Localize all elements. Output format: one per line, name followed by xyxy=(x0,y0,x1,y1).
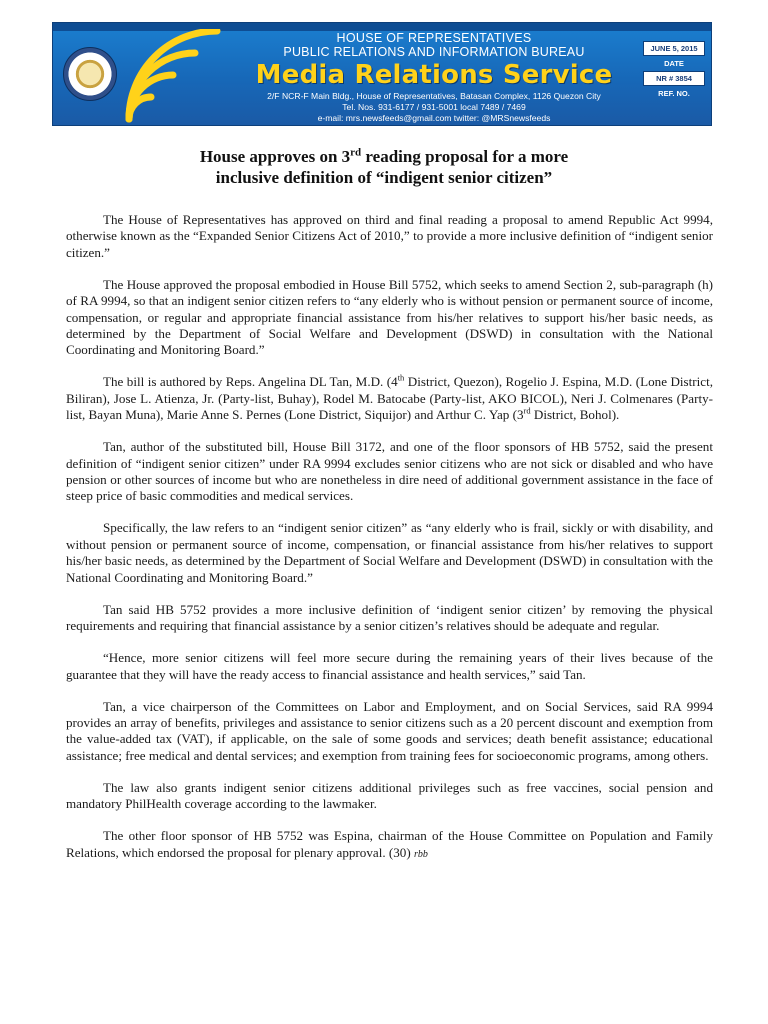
paragraph-3 xyxy=(66,374,713,423)
paragraph-2: The House approved the proposal embodied in House Bill 5752, which seeks to amend Section 2, sub-paragraph (h) of RA 9994, so that an indigent senior citizen refers to “any elderly who is without pension or permanent source of income, compensation, or regular and appropriate financial assistance from his/her relatives to support his/her basic needs, as determined by the Department of Social Welfare and Development (DSWD) in consultation with the National Coordinating and Monitoring Board.” xyxy=(66,276,713,358)
broadcast-waves-icon xyxy=(119,29,237,125)
p3-part-b: District, Quezon), Rogelio J. Espina, M.D. (Lone District, Biliran), Jose L. Atienza, Jr. (Party-list, Buhay), Rodel M. Batocabe (Party-list, AKO BICOL), Neri J. Colmenares (Party-list, Bayan Muna), Marie Anne S. Pernes (Lone District, Siquijor) and Arthur C. Yap (3 xyxy=(66,374,714,423)
header-contact: e-mail: mrs.newsfeeds@gmail.com twitter: @MRSnewsfeeds xyxy=(317,113,551,123)
release-ref-label: REF. NO. xyxy=(658,89,690,98)
header-brand-title: Media Relations Service xyxy=(255,60,613,90)
media-relations-banner xyxy=(52,22,712,126)
p3-part-c: District, Bohol). xyxy=(530,407,620,423)
title-line-2: inclusive definition of “indigent senior citizen” xyxy=(215,168,553,187)
paragraph-5: Specifically, the law refers to an “indigent senior citizen” as “any elderly who is frail, sickly or with disability, and without pension or permanent source of income, compensation, or financial assistance from his/her relatives to support his/her basic needs, as determined by the Department of Social Welfare and Development (DSWD) in consultation with the National Coordinating and Monitoring Board.” xyxy=(66,520,713,585)
release-date-label: DATE xyxy=(664,59,684,68)
p3-part-a: The bill is authored by Reps. Angelina DL Tan, M.D. (4 xyxy=(103,374,398,390)
paragraph-10 xyxy=(66,828,713,863)
header-bureau-name: PUBLIC RELATIONS AND INFORMATION BUREAU xyxy=(283,45,585,59)
p3-superscript-1: th xyxy=(397,373,405,384)
paragraph-9: The law also grants indigent senior citizens additional privileges such as free vaccines, social pension and mandatory PhilHealth coverage according to the lawmaker. xyxy=(66,779,713,812)
paragraph-1: The House of Representatives has approved on third and final reading a proposal to amend Republic Act 9994, otherwise known as the “Expanded Senior Citizens Act of 2010,” to provide a more inclusive definition of “indigent senior citizen.” xyxy=(66,212,713,260)
title-part-b: reading proposal for a more xyxy=(361,147,569,166)
header-phone: Tel. Nos. 931-6177 / 931-5001 local 7489 / 7469 xyxy=(342,102,526,112)
header-text-block xyxy=(229,31,639,124)
p3-superscript-2: rd xyxy=(523,405,531,416)
title-part-a: House approves on 3 xyxy=(199,147,351,166)
header-org-name: HOUSE OF REPRESENTATIVES xyxy=(336,31,532,45)
release-date-value: JUNE 5, 2015 xyxy=(643,41,705,56)
title-line-1 xyxy=(60,146,708,167)
author-initials-tag: rbb xyxy=(413,848,428,860)
house-seal-icon xyxy=(63,47,117,101)
release-ref-value: NR # 3854 xyxy=(643,71,705,86)
article-title xyxy=(60,146,708,188)
paragraph-7: “Hence, more senior citizens will feel more secure during the remaining years of their lives because of the guarantee that they will have the ready access to financial assistance and health services,” said Tan. xyxy=(66,650,713,682)
article-body xyxy=(66,212,713,879)
p10-text: The other floor sponsor of HB 5752 was Espina, chairman of the House Committee on Population and Family Relations, which endorsed the proposal for plenary approval. (30) xyxy=(66,828,713,860)
paragraph-6: Tan said HB 5752 provides a more inclusive definition of ‘indigent senior citizen’ by removing the physical requirements and requiring that financial assistance by a senior citizen’s relatives should be adequate and regular. xyxy=(66,601,713,634)
header-address: 2/F NCR-F Main Bldg., House of Representatives, Batasan Complex, 1126 Quezon City xyxy=(267,91,601,101)
paragraph-4: Tan, author of the substituted bill, House Bill 3172, and one of the floor sponsors of HB 5752, said the present definition of “indigent senior citizen” under RA 9994 excludes senior citizens who are not sick or disabled and who have pension or other sources of income but who are nonetheless in dire need of additional government assistance in the face of steep price of basic commodities and medical services. xyxy=(66,439,713,504)
paragraph-8: Tan, a vice chairperson of the Committees on Labor and Employment, and on Social Services, said RA 9994 provides an array of benefits, privileges and assistance to senior citizens such as a 20 percent discount and exemption from the value-added tax (VAT), if applicable, on the sale of some goods and services; death benefit assistance; educational assistance; free medical and dental services; and exemption from training fees for socioeconomic programs, among others. xyxy=(66,698,713,763)
title-superscript: rd xyxy=(350,146,362,159)
release-info-box xyxy=(643,41,705,101)
